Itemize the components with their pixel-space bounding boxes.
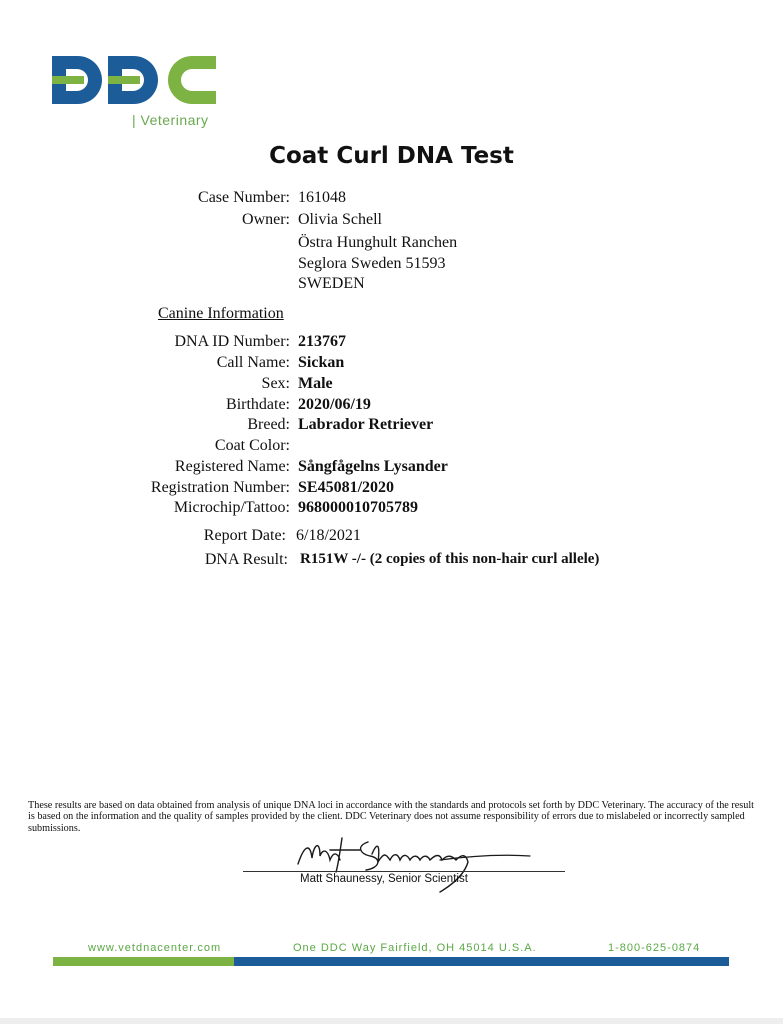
bottom-strip [0, 1018, 783, 1024]
report-date-label: Report Date: [203, 527, 286, 544]
field-label: Breed: [247, 416, 290, 433]
owner-line: Östra Hunghult Ranchen [298, 234, 458, 251]
field-label: Registered Name: [174, 458, 290, 475]
case-number-value: 161048 [298, 189, 346, 206]
disclaimer: These results are based on data obtained from analysis of unique DNA loci in accordance with the standards and protocols set forth by DDC Veterinary. The accuracy of the result is based on the information and the quality of samples provided by the client. DDC Veterinary does not assume responsibility of errors due to mislabeled or incorrectly sampled submissions. [28, 800, 755, 834]
footer-phone: 1-800-625-0874 [608, 942, 701, 954]
field-label: Microchip/Tattoo: [173, 499, 290, 516]
canine-section-title: Canine Information [158, 305, 284, 322]
field-label: Registration Number: [150, 479, 290, 496]
dna-result-value: R151W -/- (2 copies of this non-hair curl allele) [300, 551, 600, 567]
field-label: Sex: [261, 375, 290, 392]
field-value: Labrador Retriever [298, 416, 434, 433]
field-value: 968000010705789 [298, 499, 418, 516]
field-value: Sickan [298, 354, 345, 371]
case-number-label: Case Number: [198, 189, 290, 206]
ddc-logo [52, 52, 222, 112]
owner-line: Olivia Schell [298, 211, 382, 228]
field-value: Male [298, 375, 333, 392]
field-value: Sångfågelns Lysander [298, 458, 448, 475]
footer-address: One DDC Way Fairfield, OH 45014 U.S.A. [293, 942, 537, 954]
footer-bar-blue [234, 957, 729, 966]
dna-result-label: DNA Result: [204, 551, 288, 568]
owner-label: Owner: [242, 211, 290, 228]
field-label: DNA ID Number: [174, 333, 290, 350]
field-value: 213767 [298, 333, 346, 350]
footer-bar-green [53, 957, 234, 966]
signature-line [243, 871, 565, 872]
owner-line: Seglora Sweden 51593 [298, 255, 446, 272]
field-value: 2020/06/19 [298, 396, 371, 413]
owner-line: SWEDEN [298, 275, 365, 292]
field-value: SE45081/2020 [298, 479, 395, 496]
field-label: Call Name: [216, 354, 290, 371]
page-title: Coat Curl DNA Test [269, 143, 514, 169]
signatory-name: Matt Shaunessy, Senior Scientist [300, 873, 468, 885]
report-date-value: 6/18/2021 [296, 527, 361, 544]
logo-subtitle: | Veterinary [132, 112, 209, 128]
field-label: Coat Color: [214, 437, 290, 454]
footer-website: www.vetdnacenter.com [88, 942, 222, 954]
field-label: Birthdate: [226, 396, 290, 413]
